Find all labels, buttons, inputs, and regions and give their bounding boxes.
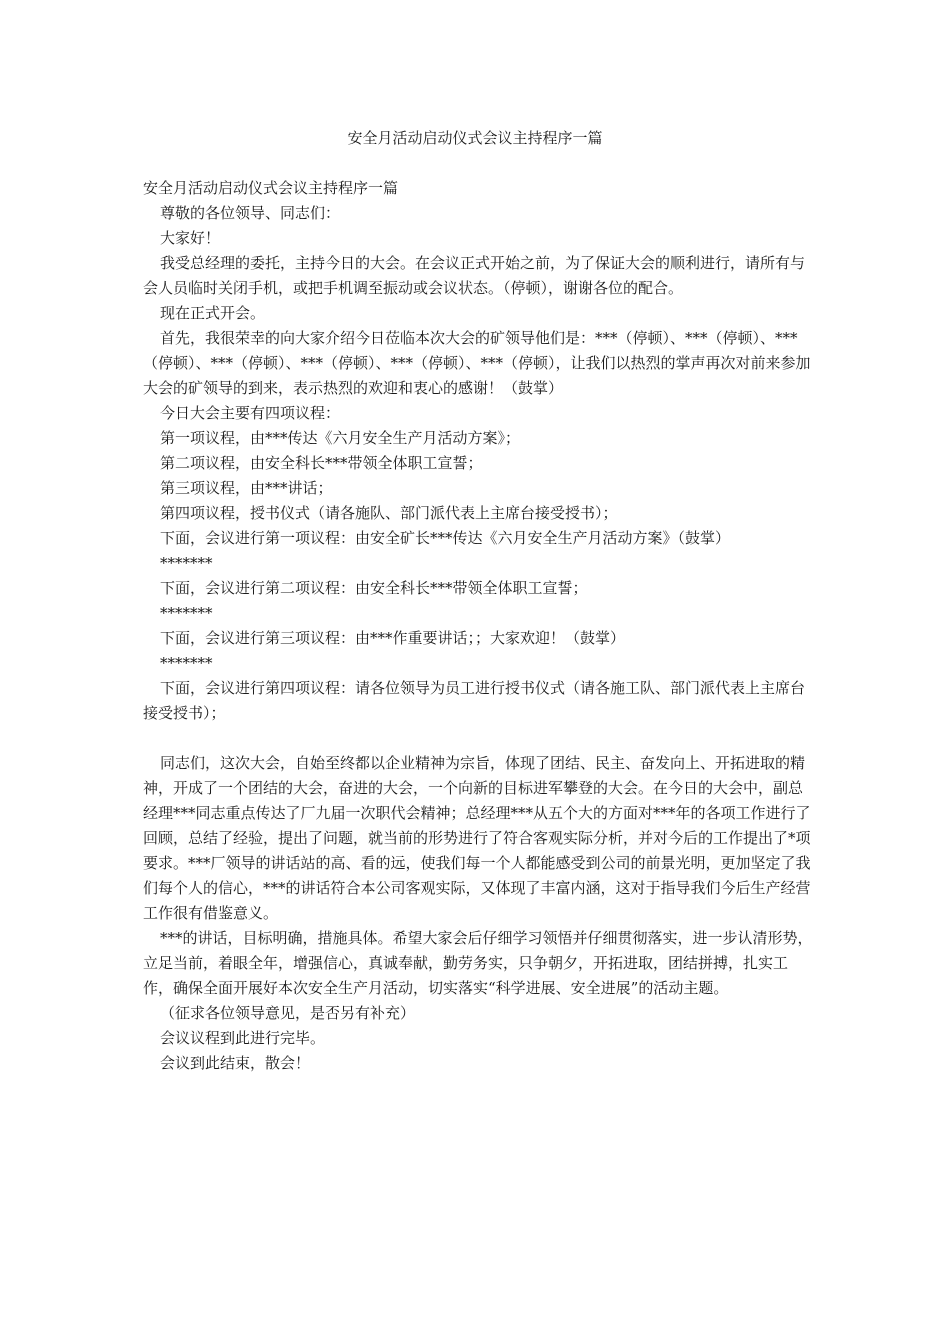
paragraph-opening: 我受总经理的委托，主持今日的大会。在会议正式开始之前，为了保证大会的顺利进行，请所有与会人员临时关闭手机，或把手机调至振动或会议状态。（停顿），谢谢各位的配合。: [143, 254, 806, 297]
agenda-item-3: 第三项议程，由***讲话；: [160, 479, 333, 497]
blank-line: [143, 726, 813, 751]
paragraph-salutation: 尊敬的各位领导、同志们：: [160, 204, 341, 222]
agenda-item-4: 第四项议程，授书仪式（请各施队、部门派代表上主席台接受授书）；: [160, 504, 618, 522]
paragraph-agenda-intro: 今日大会主要有四项议程：: [160, 404, 341, 422]
paragraph-call-to-action: ***的讲话，目标明确，措施具体。希望大家会后仔细学习领悟并仔细贯彻落实，进一步认清形势，立足当前，着眼全年，增强信心，真诚奉献，勤劳务实，只争朝夕，开拓进取，团结拼搏，扎实工作，确保全面开展好本次安全生产月活动，切实落实“科学进展、安全进展”的活动主题。: [143, 929, 813, 997]
proceed-item-4: 下面，会议进行第四项议程：请各位领导为员工进行授书仪式（请各施工队、部门派代表上主席台接受授书）；: [143, 679, 806, 722]
paragraph-agenda-complete: 会议议程到此进行完毕。: [160, 1029, 326, 1047]
proceed-item-3: 下面，会议进行第三项议程：由***作重要讲话；；大家欢迎！（鼓掌）: [160, 629, 626, 647]
paragraph-introduce-leaders: 首先，我很荣幸的向大家介绍今日莅临本次大会的矿领导他们是：***（停顿）、***（停顿）、***（停顿）、***（停顿）、***（停顿）、***（停顿）、***（停顿），让我们以热烈的掌声再次对前来参加大会的矿领导的到来，表示热烈的欢迎和衷心的感谢！（鼓掌）: [143, 329, 811, 397]
paragraph-heading: 安全月活动启动仪式会议主持程序一篇: [143, 179, 399, 197]
agenda-item-1: 第一项议程，由***传达《六月安全生产月活动方案》；: [160, 429, 521, 447]
paragraph-consult: （征求各位领导意见，是否另有补充）: [160, 1004, 416, 1022]
separator-3: *******: [160, 654, 213, 672]
paragraph-summary: 同志们，这次大会，自始至终都以企业精神为宗旨，体现了团结、民主、奋发向上、开拓进取的精神，开成了一个团结的大会，奋进的大会，一个向新的目标进军攀登的大会。在今日的大会中，副总经理***同志重点传达了厂九届一次职代会精神；总经理***从五个大的方面对***年的各项工作进行了回顾，总结了经验，提出了问题，就当前的形势进行了符合客观实际分析，并对今后的工作提出了*项要求。***厂领导的讲话站的高、看的远，使我们每一个人都能感受到公司的前景光明，更加坚定了我们每个人的信心，***的讲话符合本公司客观实际，又体现了丰富内涵，这对于指导我们今后生产经营工作很有借鉴意义。: [143, 754, 811, 922]
proceed-item-2: 下面，会议进行第二项议程：由安全科长***带领全体职工宣誓；: [160, 579, 588, 597]
separator-1: *******: [160, 554, 213, 572]
document-title: 安全月活动启动仪式会议主持程序一篇: [347, 129, 603, 147]
document-body: [143, 176, 813, 1076]
paragraph-closing: 会议到此结束，散会！: [160, 1054, 311, 1072]
proceed-item-1: 下面，会议进行第一项议程：由安全矿长***传达《六月安全生产月活动方案》（鼓掌）: [160, 529, 731, 547]
separator-2: *******: [160, 604, 213, 622]
agenda-item-2: 第二项议程，由安全科长***带领全体职工宣誓；: [160, 454, 483, 472]
paragraph-start-meeting: 现在正式开会。: [160, 304, 266, 322]
paragraph-greeting: 大家好！: [160, 229, 221, 247]
